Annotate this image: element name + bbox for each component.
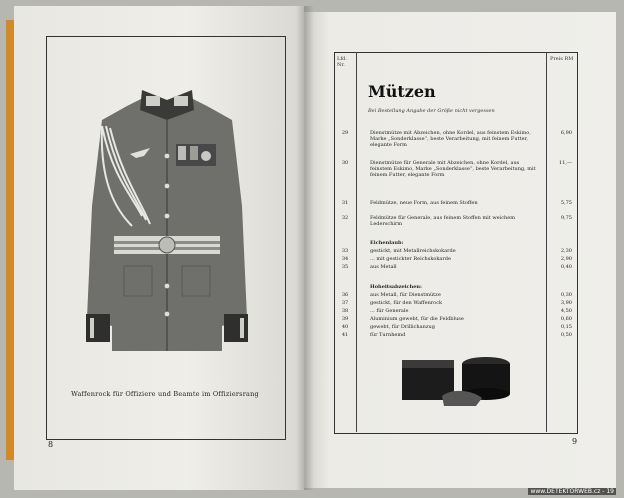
item-number: 36 xyxy=(341,292,349,298)
col-header-price: Preis RM xyxy=(550,56,574,62)
item-description: Feldmütze, neue Form, aus feinem Stoffen xyxy=(370,200,478,206)
column-divider-right xyxy=(546,52,547,432)
page-number-right: 9 xyxy=(572,437,578,446)
item-price: 0,50 xyxy=(560,332,572,338)
item-price: 2,30 xyxy=(560,248,572,254)
item-description: aus Metall, für Dienstmütze xyxy=(370,292,441,298)
item-price: 9,75 xyxy=(560,215,572,221)
item-description: aus Metall xyxy=(370,264,397,270)
item-description: ... für Generale xyxy=(370,308,409,314)
item-description: Hoheitsabzeichen: xyxy=(370,284,422,290)
item-number: 30 xyxy=(341,160,349,166)
item-price: 0,30 xyxy=(560,292,572,298)
item-description: Aluminium gewebt, für die Feldbluse xyxy=(370,316,464,322)
item-description: Eichenlaub: xyxy=(370,240,404,246)
left-cuff xyxy=(86,314,110,342)
item-number: 34 xyxy=(341,256,349,262)
item-number: 33 xyxy=(341,248,349,254)
item-price: 0,60 xyxy=(560,316,572,322)
item-description: gewebt, für Drillichanzug xyxy=(370,324,435,330)
page-subtitle: Bei Bestellung Angabe der Größe nicht vergessen xyxy=(368,108,495,114)
item-description: ... mit gestickter Reichskokarde xyxy=(370,256,451,262)
item-price: 2,90 xyxy=(560,256,572,262)
item-price: 5,75 xyxy=(560,200,572,206)
item-description: für Turnhemd xyxy=(370,332,406,338)
page-title: Mützen xyxy=(368,82,436,101)
item-description: Dienstmütze für Generale mit Abzeichen, ohne Kordel, aus feinstem Eskimo, Marke „Sonderklasse“, beste Verarbeitung, mit feinem Futter, elegante Form xyxy=(370,160,536,179)
illustration-caption: Waffenrock für Offiziere und Beamte im Offiziersrang xyxy=(71,390,259,398)
watermark: www.DETEKTORWEB.cz - 19 xyxy=(530,488,614,495)
item-number: 32 xyxy=(341,215,349,221)
item-price: 6,90 xyxy=(560,130,572,136)
item-number: 35 xyxy=(341,264,349,270)
belt-buckle xyxy=(159,237,175,253)
item-number: 39 xyxy=(341,316,349,322)
item-price: 3,90 xyxy=(560,300,572,306)
item-number: 29 xyxy=(341,130,349,136)
item-number: 38 xyxy=(341,308,349,314)
item-price: 11,— xyxy=(559,160,572,166)
page-number-left: 8 xyxy=(48,440,54,449)
item-price: 0,15 xyxy=(560,324,572,330)
item-description: Feldmütze für Generale, aus feinem Stoffen mit weichem Lederschirm xyxy=(370,215,515,228)
item-price: 0,40 xyxy=(560,264,572,270)
right-cuff xyxy=(224,314,248,342)
cap-box-illustration xyxy=(398,352,514,412)
item-price: 4,50 xyxy=(560,308,572,314)
spine-shadow xyxy=(296,6,314,490)
item-number: 37 xyxy=(341,300,349,306)
item-description: Dienstmütze mit Abzeichen, ohne Kordel, aus feinstem Eskimo, Marke „Sonderklasse“, beste Verarbeitung, mit feinem Futter, elegante Form xyxy=(370,130,531,149)
item-description: gestickt, für den Waffenrock xyxy=(370,300,443,306)
item-description: gestickt, mit Metallreichskokarde xyxy=(370,248,456,254)
item-number: 41 xyxy=(341,332,349,338)
item-number: 40 xyxy=(341,324,349,330)
uniform-illustration xyxy=(72,86,262,358)
item-number: 31 xyxy=(341,200,349,206)
col-header-number: Lfd. Nr. xyxy=(337,56,347,68)
column-divider-left xyxy=(356,52,357,432)
